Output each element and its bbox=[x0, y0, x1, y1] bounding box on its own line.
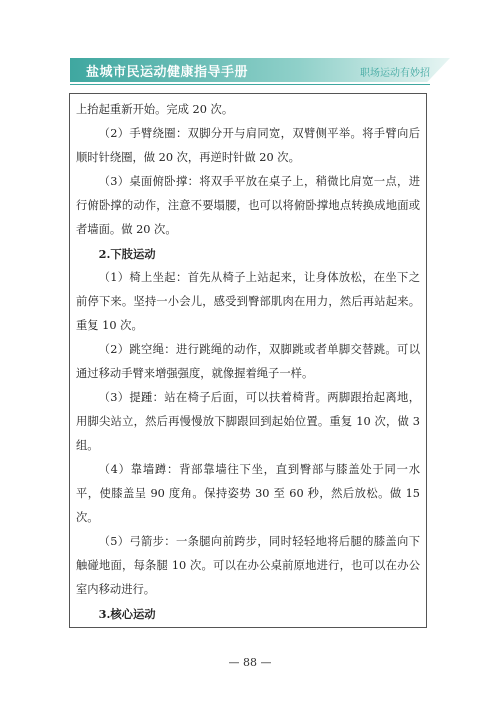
header-title: 盐城市民运动健康指导手册 bbox=[86, 65, 249, 80]
content-box bbox=[69, 93, 427, 628]
paragraph-calf-raise: （3）提踵：站在椅子后面，可以扶着椅背。两脚跟抬起离地，用脚尖站立，然后再慢慢放下脚跟回到起始位置。重复 10 次，做 3 组。 bbox=[76, 391, 420, 452]
header-divider bbox=[70, 84, 430, 85]
paragraph-wall-squat: （4）靠墙蹲：背部靠墙往下坐，直到臀部与膝盖处于同一水平，使膝盖呈 90 度角。保持姿势 30 至 60 秒，然后放松。做 15 次。 bbox=[76, 463, 420, 524]
page-number: — 88 — bbox=[228, 656, 272, 669]
paragraph-arm-circles: （2）手臂绕圈：双脚分开与肩同宽，双臂侧平举。将手臂向后顺时针绕圈，做 20 次，再逆时针做 20 次。 bbox=[76, 127, 420, 164]
paragraph-chair-sit: （1）椅上坐起：首先从椅子上站起来，让身体放松，在坐下之前停下来。坚持一小会儿，感受到臀部肌肉在用力，然后再站起来。重复 10 次。 bbox=[76, 271, 420, 332]
page-header bbox=[0, 0, 500, 90]
paragraph-jump-rope: （2）跳空绳：进行跳绳的动作，双脚跳或者单脚交替跳。可以通过移动手臂来增强强度，就像握着绳子一样。 bbox=[76, 343, 420, 380]
paragraph-lunge: （5）弓箭步：一条腿向前跨步，同时轻轻地将后腿的膝盖向下触碰地面，每条腿 10 次。可以在办公桌前原地进行，也可以在办公室内移动进行。 bbox=[76, 535, 420, 596]
section-heading-lower-body: 2.下肢运动 bbox=[98, 247, 156, 261]
paragraph-desk-pushups: （3）桌面俯卧撑：将双手平放在桌子上，稍微比肩宽一点，进行俯卧撑的动作，注意不要塌腰，也可以将俯卧撑地点转换成地面或者墙面。做 20 次。 bbox=[76, 175, 420, 236]
section-heading-core: 3.核心运动 bbox=[98, 607, 156, 621]
header-subtitle: 职场运动有妙招 bbox=[360, 68, 430, 79]
paragraph-continued: 上抬起重新开始。完成 20 次。 bbox=[76, 103, 234, 116]
